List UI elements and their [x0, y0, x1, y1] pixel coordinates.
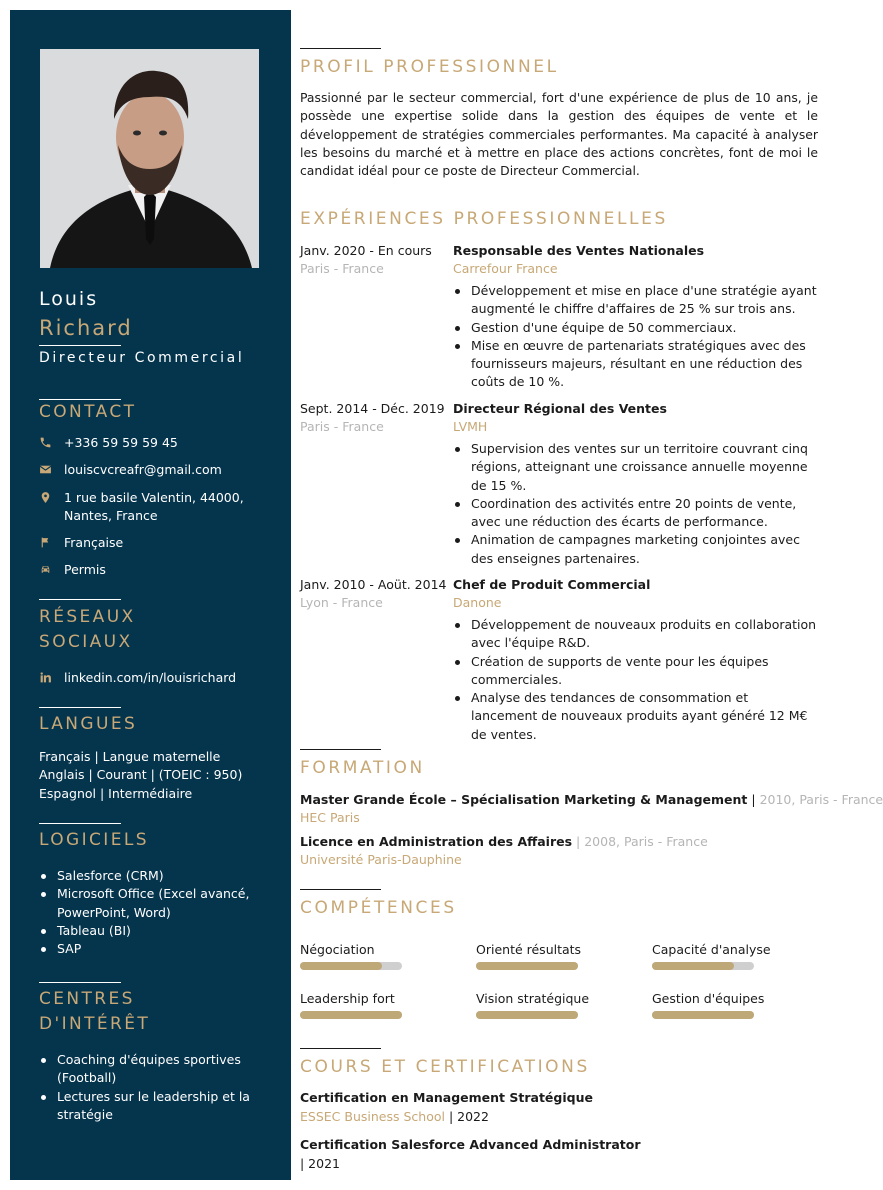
profile-photo: [40, 49, 259, 268]
experience-place: Paris - France: [300, 419, 384, 434]
experience-bullets: [453, 440, 818, 568]
experience-bullet: Développement de nouveaux produits en collaboration avec l'équipe R&D.: [453, 616, 818, 653]
skill-name: Vision stratégique: [476, 991, 590, 1006]
sidebar: [10, 10, 291, 1180]
certifications-divider: [300, 1048, 381, 1049]
contact-email-text: louiscvcreafr@gmail.com: [64, 462, 222, 477]
skill-item: [476, 990, 626, 1019]
experience-bullet: Analyse des tendances de consommation et lancement de nouveaux produits ayant généré 12 M€ de ventes.: [453, 689, 818, 744]
skills-heading: COMPÉTENCES: [300, 898, 457, 918]
education-separator: |: [747, 792, 760, 807]
skill-bar-fill: [652, 962, 734, 970]
last-name: Richard: [39, 316, 133, 340]
social-heading-line1: RÉSEAUX: [39, 607, 136, 627]
software-item: Microsoft Office (Excel avancé, PowerPoint, Word): [39, 885, 279, 922]
certification-title: Certification en Management Stratégique: [300, 1090, 593, 1105]
languages-divider: [39, 707, 121, 708]
experience-place: Lyon - France: [300, 595, 383, 610]
phone-icon: [39, 436, 52, 449]
skill-item: [652, 941, 802, 970]
skill-bar: [652, 962, 754, 970]
contact-heading: CONTACT: [39, 402, 137, 422]
profile-divider: [300, 48, 381, 49]
experience-role: Chef de Produit Commercial: [453, 577, 651, 592]
car-icon: [39, 563, 52, 576]
experience-bullet: Animation de campagnes marketing conjointes avec des enseignes partenaires.: [453, 531, 818, 568]
social-divider: [39, 599, 121, 600]
interest-item: Coaching d'équipes sportives (Football): [39, 1051, 279, 1088]
certification-year: | 2022: [448, 1109, 489, 1124]
software-item: Salesforce (CRM): [39, 867, 279, 885]
skill-bar-fill: [476, 962, 578, 970]
interest-item: Lectures sur le leadership et la stratégie: [39, 1088, 279, 1125]
education-school: Université Paris-Dauphine: [300, 852, 462, 867]
flag-icon: [39, 536, 52, 549]
contact-nationality-text: Française: [64, 535, 124, 550]
experience-heading: EXPÉRIENCES PROFESSIONNELLES: [300, 209, 668, 229]
job-title: Directeur Commercial: [39, 350, 245, 366]
first-name: Louis: [39, 288, 99, 310]
experience-role: Responsable des Ventes Nationales: [453, 243, 705, 258]
education-heading: FORMATION: [300, 758, 425, 778]
certification-title: Certification Salesforce Advanced Administrator: [300, 1137, 641, 1152]
certifications-heading: COURS ET CERTIFICATIONS: [300, 1057, 590, 1077]
experience-company: Carrefour France: [453, 261, 558, 276]
education-separator: |: [572, 834, 585, 849]
skill-name: Orienté résultats: [476, 942, 582, 957]
name-divider: [39, 345, 121, 346]
skill-item: [476, 941, 626, 970]
languages-list: [39, 748, 279, 803]
skill-bar-fill: [300, 1011, 402, 1019]
experience-bullet: Coordination des activités entre 20 points de vente, avec une réduction des écarts de performance.: [453, 495, 818, 532]
software-divider: [39, 823, 121, 824]
education-degree: Licence en Administration des Affaires: [300, 834, 573, 849]
experience-bullet: Gestion d'une équipe de 50 commerciaux.: [453, 319, 818, 337]
experience-dates: Sept. 2014 - Déc. 2019: [300, 401, 445, 416]
skill-bar-fill: [476, 1011, 578, 1019]
email-icon: [39, 463, 52, 476]
education-item: [300, 833, 820, 851]
skill-name: Capacité d'analyse: [652, 942, 771, 957]
software-item: SAP: [39, 940, 279, 958]
skill-bar-fill: [652, 1011, 754, 1019]
education-divider: [300, 749, 381, 750]
location-icon: [39, 491, 52, 504]
experience-bullets: [453, 282, 818, 392]
education-meta: 2008, Paris - France: [584, 834, 708, 849]
portrait-illustration: [40, 49, 259, 268]
skill-bar-fill: [300, 962, 382, 970]
language-item: Français | Langue maternelle: [39, 749, 221, 764]
social-heading-line2: SOCIAUX: [39, 632, 133, 652]
language-item: Anglais | Courant | (TOEIC : 950): [39, 767, 243, 783]
interests-heading-line1: CENTRES: [39, 989, 135, 1009]
experience-company: LVMH: [453, 419, 488, 434]
main-content: [300, 0, 883, 1190]
experience-bullets: [453, 616, 818, 744]
experience-bullet: Création de supports de vente pour les équipes commerciales.: [453, 653, 818, 690]
certification-meta: [300, 1108, 489, 1126]
skill-name: Gestion d'équipes: [652, 991, 765, 1006]
contact-license-text: Permis: [64, 562, 106, 577]
profile-text: Passionné par le secteur commercial, fort d'une expérience de plus de 10 ans, je possède une expertise solide dans la gestion des équipes de vente et le développement de stratégies commerciales performantes. Ma capacité à analyser les besoins du marché et à mettre en place des actions concrètes, font de moi le candidat idéal pour ce poste de Directeur Commercial.: [300, 90, 818, 179]
experience-bullet: Développement et mise en place d'une stratégie ayant augmenté le chiffre d'affaires de 25 % sur trois ans.: [453, 282, 818, 319]
skill-name: Leadership fort: [300, 991, 395, 1006]
skill-item: [652, 990, 802, 1019]
skill-bar: [476, 962, 578, 970]
contact-phone-text: +336 59 59 59 45: [64, 435, 178, 450]
education-degree: Master Grande École – Spécialisation Marketing & Management: [300, 792, 748, 807]
profile-heading: PROFIL PROFESSIONNEL: [300, 57, 559, 77]
education-item: [300, 791, 883, 809]
software-list: [39, 867, 279, 958]
interests-list: [39, 1051, 279, 1124]
interests-divider: [39, 982, 121, 983]
education-meta: 2010, Paris - France: [759, 792, 883, 807]
experience-company: Danone: [453, 595, 502, 610]
skill-item: [300, 990, 450, 1019]
languages-heading: LANGUES: [39, 714, 138, 734]
experience-dates: Janv. 2020 - En cours: [300, 243, 432, 258]
contact-address-text: 1 rue basile Valentin, 44000, Nantes, France: [64, 490, 244, 523]
experience-role: Directeur Régional des Ventes: [453, 401, 667, 416]
linkedin-text: linkedin.com/in/louisrichard: [64, 670, 237, 685]
skill-bar: [300, 962, 402, 970]
language-item: Espagnol | Intermédiaire: [39, 785, 193, 801]
education-school: HEC Paris: [300, 810, 360, 825]
experience-bullet: Mise en œuvre de partenariats stratégiques avec des fournisseurs majeurs, résultant en une réduction des coûts de 10 %.: [453, 337, 818, 392]
skill-bar: [300, 1011, 402, 1019]
skill-item: [300, 941, 450, 970]
certification-school: ESSEC Business School: [300, 1109, 445, 1124]
experience-bullet: Supervision des ventes sur un territoire couvrant cinq régions, atteignant une croissance annuelle moyenne de 15 %.: [453, 440, 818, 495]
linkedin-icon: [39, 671, 52, 684]
skill-name: Négociation: [300, 942, 375, 957]
skill-bar: [476, 1011, 578, 1019]
interests-heading-line2: D'INTÉRÊT: [39, 1014, 151, 1034]
certification-meta: [300, 1155, 340, 1173]
skill-bar: [652, 1011, 754, 1019]
software-heading: LOGICIELS: [39, 830, 149, 850]
experience-dates: Janv. 2010 - Aoüt. 2014: [300, 577, 447, 592]
certification-year: | 2021: [300, 1156, 340, 1171]
skills-divider: [300, 889, 381, 890]
software-item: Tableau (BI): [39, 922, 279, 940]
experience-place: Paris - France: [300, 261, 384, 276]
